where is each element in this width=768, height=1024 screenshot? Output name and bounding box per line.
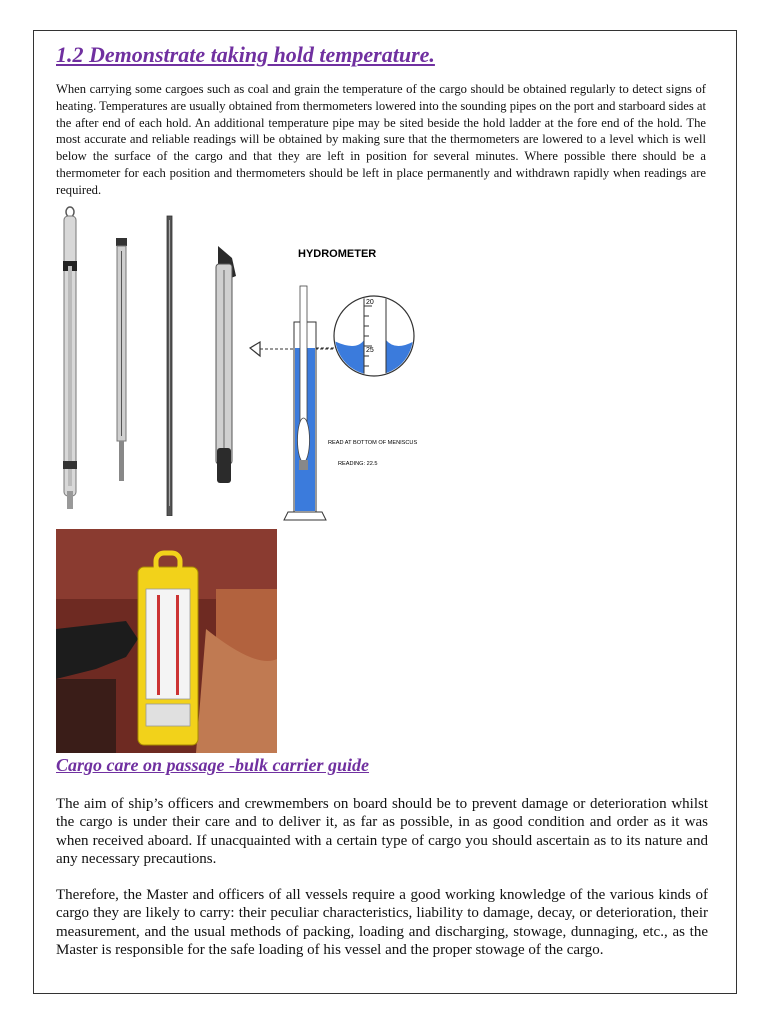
scale-label-top: 20 <box>366 299 374 306</box>
thermometers-image <box>56 206 246 516</box>
subheading: Cargo care on passage -bulk carrier guide <box>56 755 370 775</box>
hygrometer-photo <box>56 529 277 753</box>
intro-paragraph: When carrying some cargoes such as coal and grain the temperature of the cargo should be obtained regularly to detect signs of heating. Temperatures are usually obtained from thermometers lowered into the sounding pipes on the port and starboard sides at the after end of each hold. An additional temperature pipe may be sited beside the hold ladder at the fore end of the hold. The most accurate and reliable readings will be obtained by making sure that the thermometers are lowered to a level which is well below the surface of the cargo and that they are left in position for several minutes. Where possible there should be a thermometer for each position and thermometers should be left in place permanently and withdrawn rapidly when readings are required. <box>56 82 706 197</box>
thermometer-3 <box>167 216 172 516</box>
meniscus-note: READ AT BOTTOM OF MENISCUS <box>328 440 418 446</box>
hydrometer-title: HYDROMETER <box>298 248 377 260</box>
hygrometer-device <box>138 553 198 745</box>
hydrometer-diagram <box>246 240 446 522</box>
section-heading: 1.2 Demonstrate taking hold temperature. <box>56 42 435 67</box>
paragraph-3: Therefore, the Master and officers of all vessels require a good working knowledge of the various kinds of cargo they are likely to carry: their peculiar characteristics, liability to damage, decay, or deterioration, their measurement, and the usual methods of packing, loading and discharging, stowage, dunnaging, etc., as the Master is responsible for the safe loading of his vessel and the proper stowage of the cargo. <box>56 887 708 959</box>
reading-label: READING: 22.5 <box>338 461 378 467</box>
thermometer-1 <box>63 207 77 509</box>
eye-icon <box>250 342 260 356</box>
paragraph-2: The aim of ship’s officers and crewmembers on board should be to prevent damage or deterioration whilst the cargo is under their care and to deliver it, as far as possible, in as good condition and order as it was when received aboard. If unacquainted with a certain type of cargo you should ascertain as to its nature and any necessary precautions. <box>56 796 708 868</box>
scale-label-bottom: 25 <box>366 347 374 354</box>
